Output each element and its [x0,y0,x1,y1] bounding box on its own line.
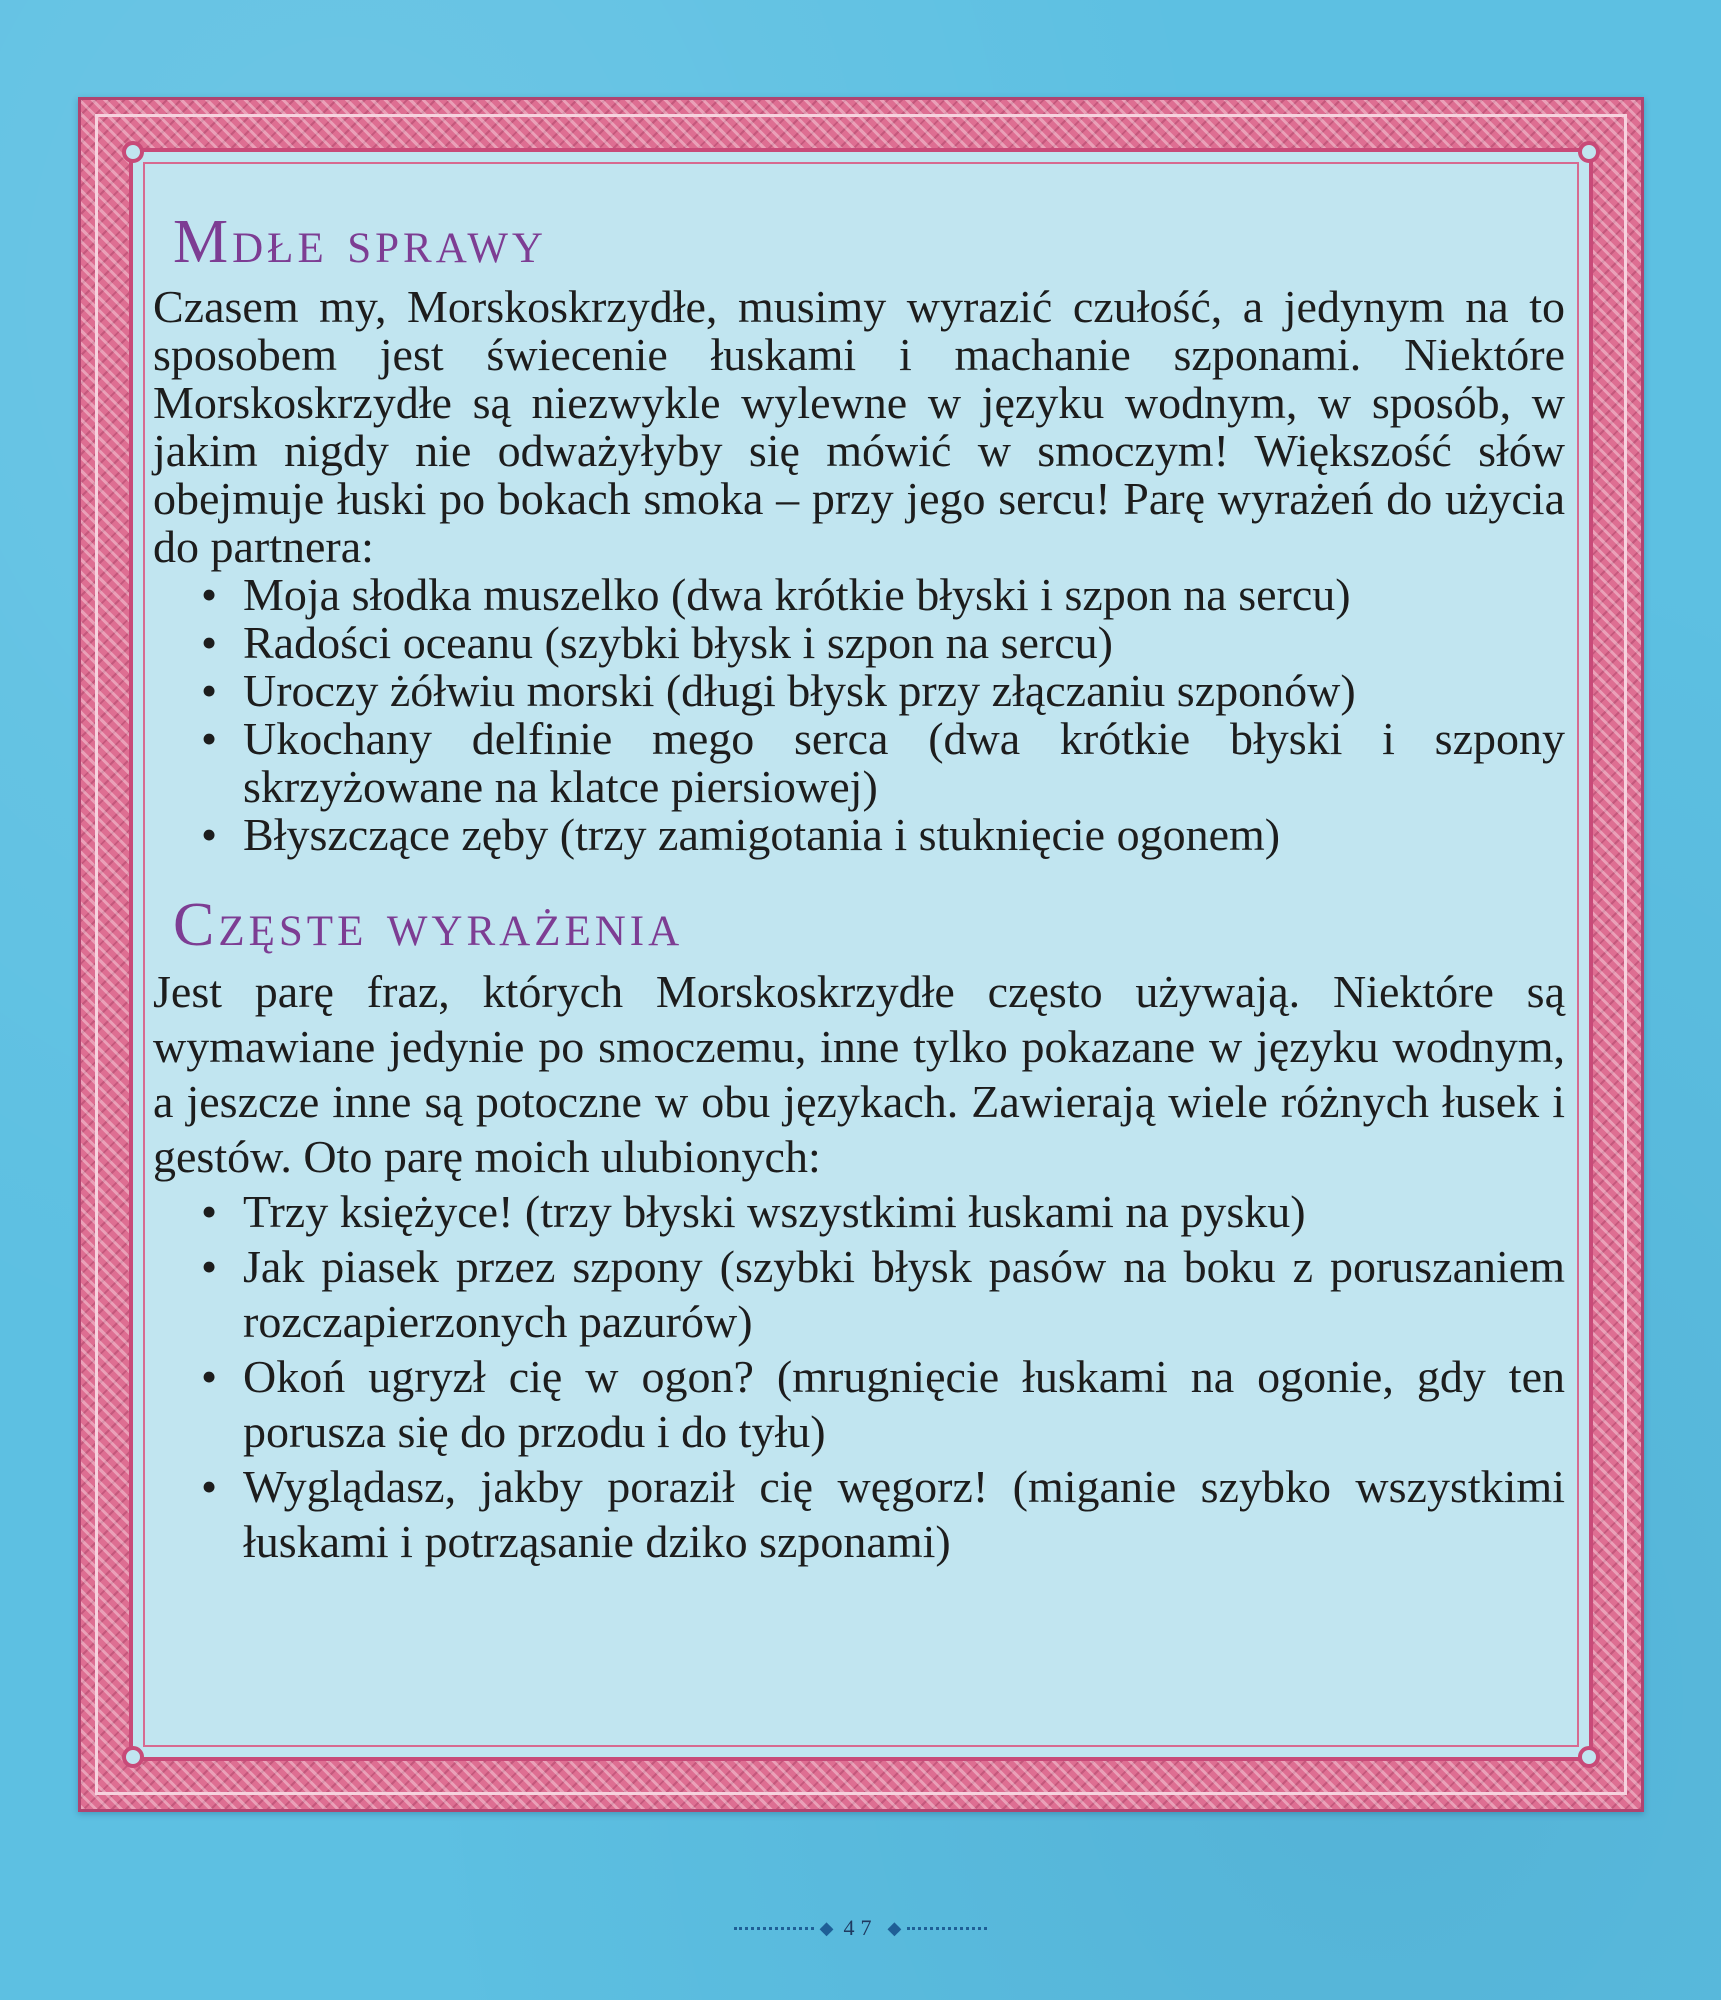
list-item-text: Radości oceanu (szybki błysk i szpon na sercu) [243,617,1113,669]
bullet-icon: • [201,1351,218,1403]
corner-ornament [1578,141,1600,163]
bullet-icon: • [201,569,218,621]
list-item [153,811,1565,859]
list-item-text: Wyglądasz, jakby poraził cię węgorz! (miganie szybko wszystkimi łuskami i potrząsanie dziko szponami) [243,1461,1565,1568]
list-item-text: Trzy księżyce! (trzy błyski wszystkimi łuskami na pysku) [243,1186,1306,1238]
page-content [153,210,1565,1569]
list-item [153,1349,1565,1459]
list-item [153,571,1565,619]
section-heading: Mdłe sprawy [173,208,547,276]
list-item [153,619,1565,667]
bullet-icon: • [201,809,218,861]
corner-ornament [122,1746,144,1768]
dotted-rule [734,1927,814,1930]
dotted-rule [907,1927,987,1930]
corner-ornament [122,141,144,163]
phrase-list [153,1184,1565,1569]
section-mdle-sprawy [153,210,1565,859]
list-item-text: Błyszczące zęby (trzy zamigotania i stuknięcie ogonem) [243,809,1281,861]
list-item [153,667,1565,715]
list-item-text: Ukochany delfinie mego serca (dwa krótkie błyski i szpony skrzyżowane na klatce piersiowej) [243,713,1565,813]
phrase-list [153,571,1565,859]
bullet-icon: • [201,665,218,717]
left-arrow-icon: ◆ [819,1917,834,1938]
section-paragraph: Jest parę fraz, których Morskoskrzydłe często używają. Niektóre są wymawiane jedynie po smoczemu, inne tylko pokazane w języku wodnym, a jeszcze inne są potoczne w obu językach. Zawierają wiele różnych łusek i gestów. Oto parę moich ulubionych: [153,966,1565,1183]
list-item [153,1184,1565,1239]
page-footer [0,1915,1721,1945]
list-item-text: Moja słodka muszelko (dwa krótkie błyski i szpon na sercu) [243,569,1351,621]
bullet-icon: • [201,713,218,765]
list-item-text: Jak piasek przez szpony (szybki błysk pasów na boku z poruszaniem rozczapierzonych pazurów) [243,1241,1565,1348]
right-arrow-icon: ◆ [887,1917,902,1938]
list-item [153,1459,1565,1569]
bullet-icon: • [201,1186,218,1238]
corner-ornament [1578,1746,1600,1768]
page-number: 47 [843,1915,878,1940]
list-item [153,715,1565,811]
list-item [153,1239,1565,1349]
bullet-icon: • [201,1461,218,1513]
section-heading: Częste wyrażenia [173,891,684,960]
section-czeste-wyrazenia [153,893,1565,1569]
list-item-text: Uroczy żółwiu morski (długi błysk przy złączaniu szponów) [243,665,1356,717]
section-paragraph: Czasem my, Morskoskrzydłe, musimy wyrazić czułość, a jedynym na to sposobem jest świecenie łuskami i machanie szponami. Niektóre Morskoskrzydłe są niezwykle wylewne w języku wodnym, w sposób, w jakim nigdy nie odważyłyby się mówić w smoczym! Większość słów obejmuje łuski po bokach smoka – przy jego sercu! Parę wyrażeń do użycia do partnera: [153,281,1565,573]
bullet-icon: • [201,617,218,669]
list-item-text: Okoń ugryzł cię w ogon? (mrugnięcie łuskami na ogonie, gdy ten porusza się do przodu i do tyłu) [243,1351,1565,1458]
bullet-icon: • [201,1241,218,1293]
